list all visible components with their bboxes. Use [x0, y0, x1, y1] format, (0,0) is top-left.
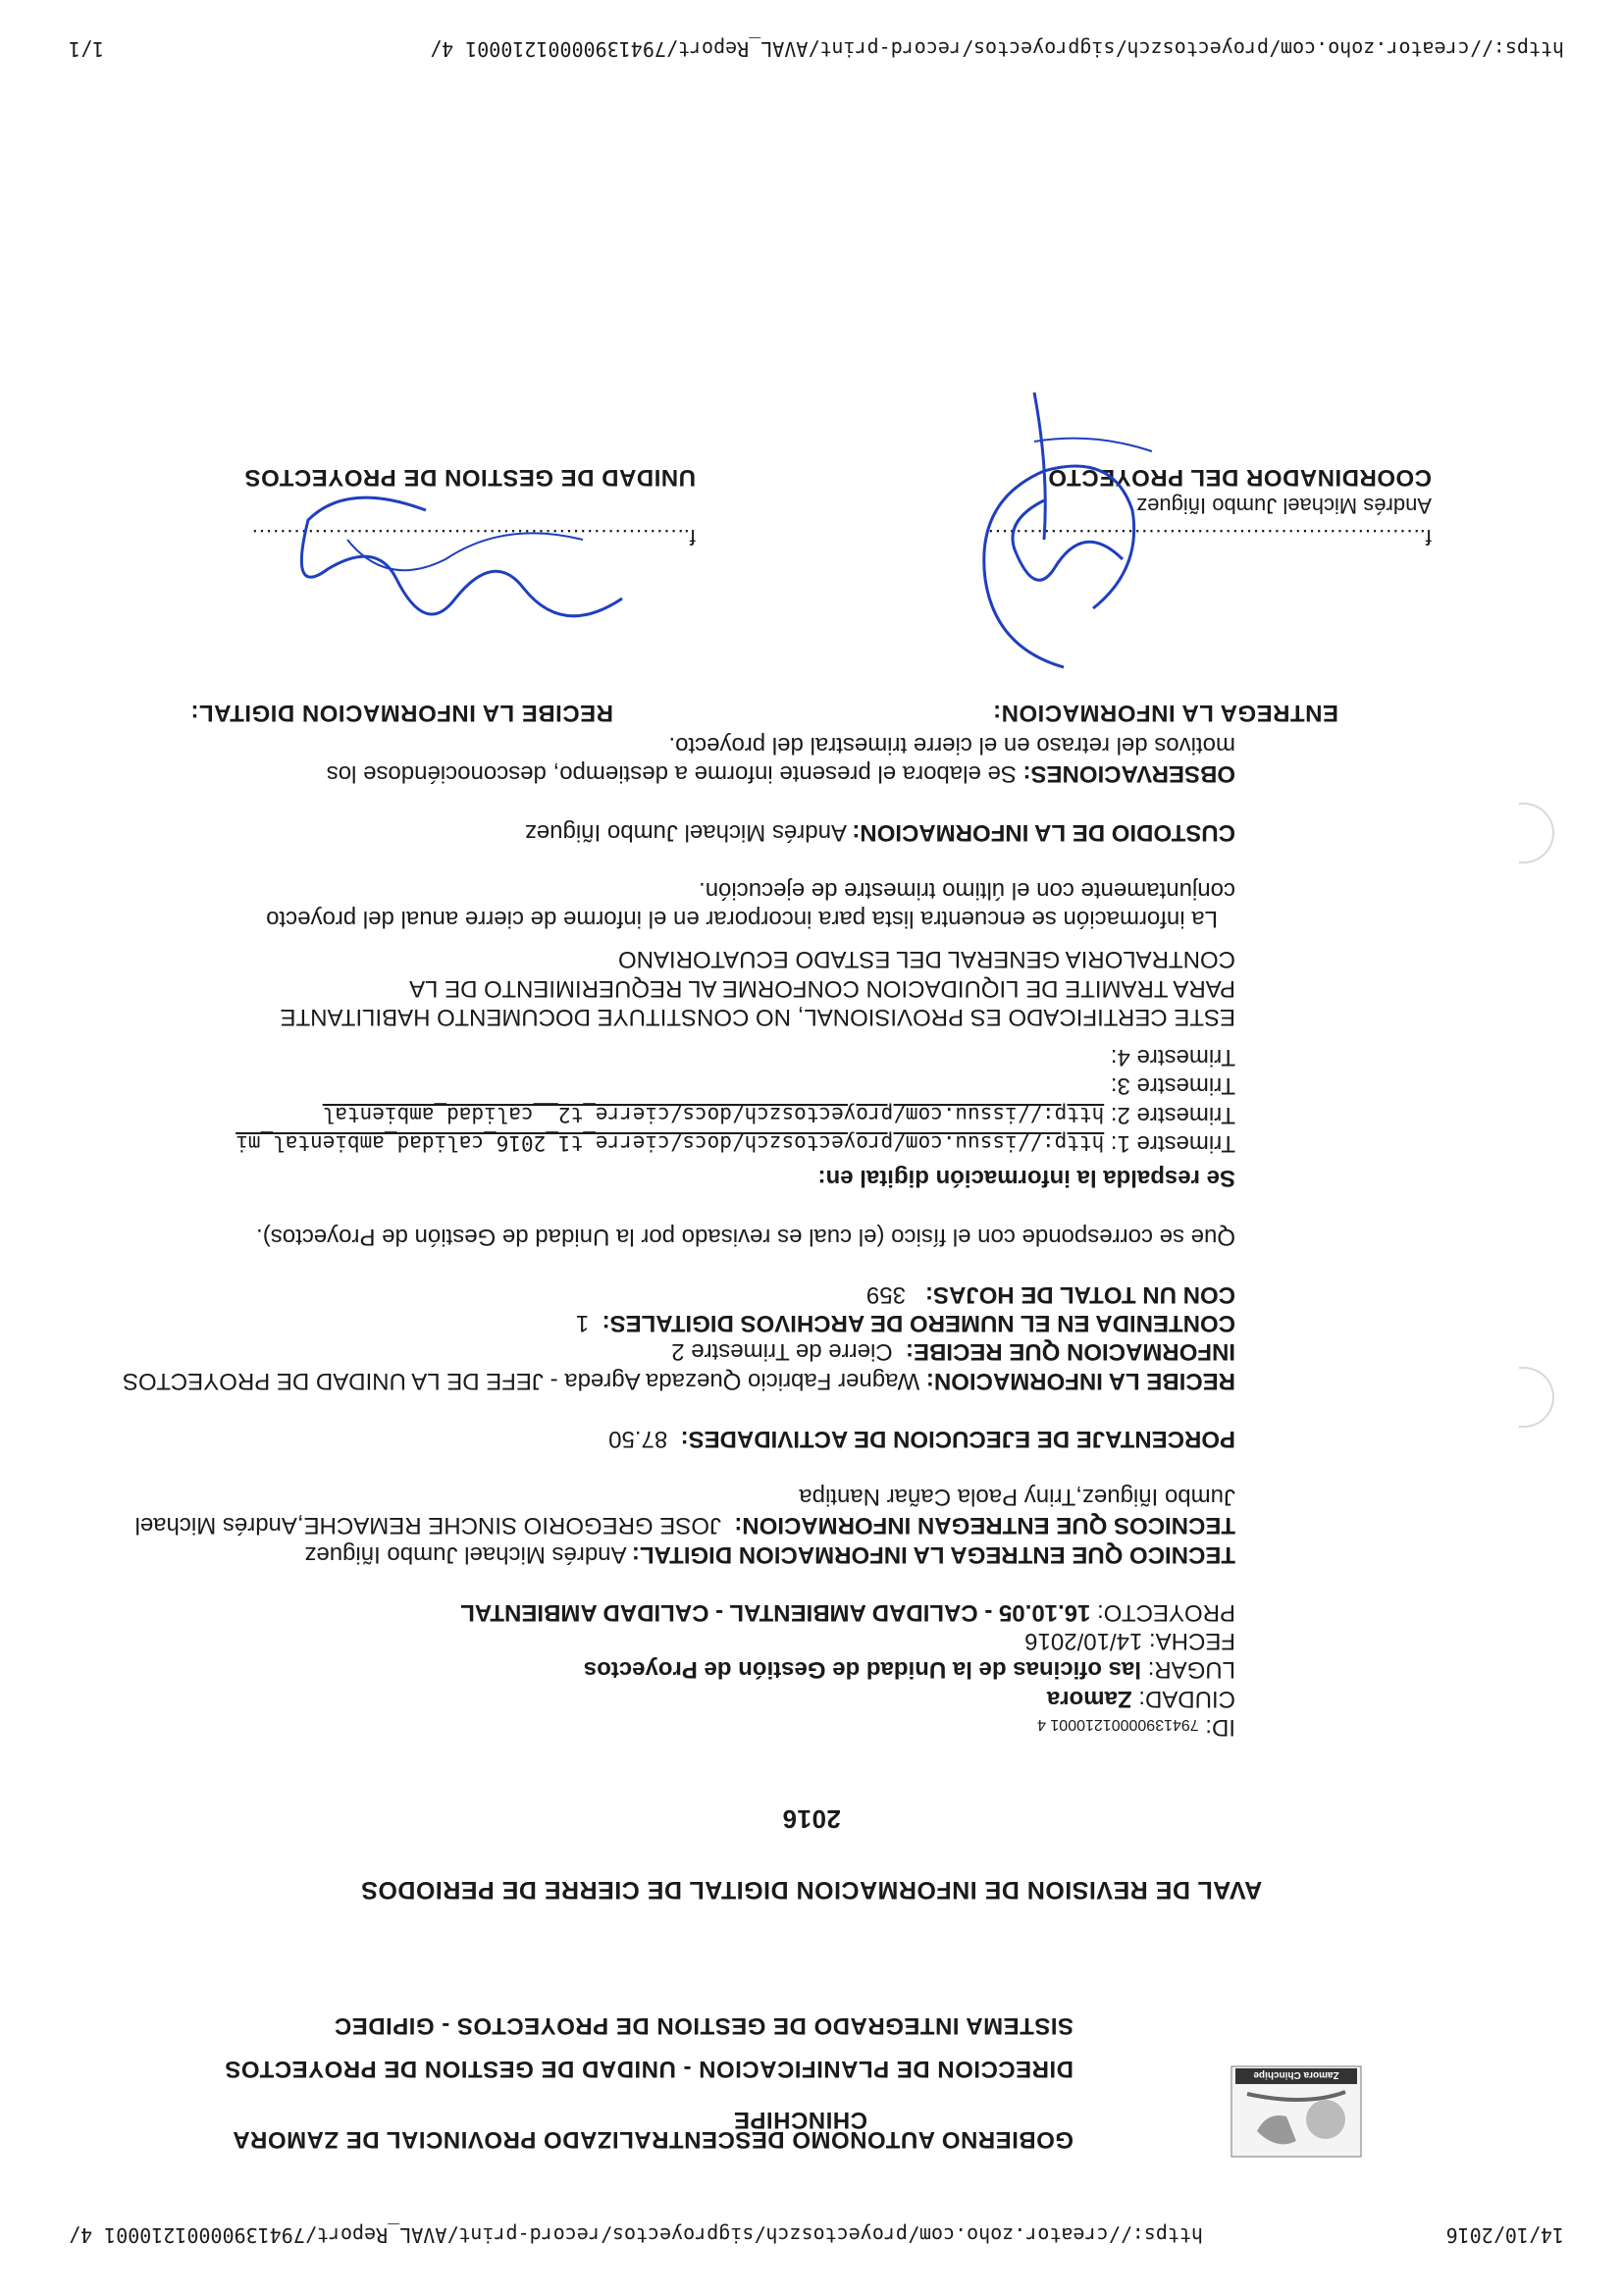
title-main: AVAL DE REVISION DE INFORMACION DIGITAL DE CIERRE DE PERIODOS — [360, 1876, 1263, 1904]
dots-right: .............................................................. — [250, 525, 684, 549]
record-fields — [58, 731, 1235, 1742]
info-label: INFORMACION QUE RECIBE: — [906, 1338, 1235, 1366]
punch-hole-top — [1519, 1367, 1554, 1428]
certificado-text: ESTE CERTIFICADO ES PROVISIONAL, NO CONSTITUYE DOCUMENTO HABILITANTE PARA TRAMITE DE LIQUIDACION CONFORME AL REQUERIMIENTO DE LA CONTRALORIA GENERAL DEL ESTADO ECUATORIANO — [280, 946, 1235, 1030]
entrega-header: ENTREGA LA INFORMACION: — [992, 700, 1338, 726]
org-line-2: CHINCHIPE — [733, 2107, 867, 2133]
print-url: https://creator.zoho.com/proyectoszch/sigproyectos/record-print/AVAL_Report/79413900001210001 4/ — [69, 2223, 1203, 2247]
hojas-value: 359 — [865, 1280, 906, 1308]
t2-link[interactable]: http://issuu.com/proyectoszch/docs/cierre_t2__calidad_ambiental — [322, 1102, 1105, 1126]
title-year: 2016 — [782, 1804, 841, 1834]
t1-link[interactable]: http://issuu.com/proyectoszch/docs/cierre_t1_2016_calidad_ambiental_mi — [236, 1131, 1105, 1156]
custodio-value: Andrés Michael Jumbo Iñiguez — [524, 818, 847, 846]
recibe-digital-header: RECIBE LA INFORMACION DIGITAL: — [190, 700, 613, 726]
fecha-label: FECHA: — [1148, 1628, 1235, 1655]
recibe-value: Wagner Fabricio Quezada Agreda - JEFE DE LA UNIDAD DE PROYECTOS — [122, 1367, 920, 1394]
observaciones-value: Se elabora el presente informe a destiempo, desconociéndose los motivos del retraso en el cierre trimestral del proyecto. — [326, 732, 1235, 788]
tecnicos-label: TECNICOS QUE ENTREGAN INFORMACION: — [734, 1512, 1235, 1539]
t3-label: Trimestre 3: — [1110, 1072, 1235, 1100]
f-mark-left: f. — [1419, 525, 1432, 549]
lugar-value: las oficinas de la Unidad de Gestión de Proyectos — [583, 1656, 1141, 1684]
recibe-label: RECIBE LA INFORMACION: — [925, 1367, 1235, 1394]
signature-left — [921, 462, 1432, 549]
tecnicos-value: JOSE GREGORIO SINCHE REMACHE,Andrés Michael — [134, 1512, 721, 1539]
print-date: 14/10/2016 — [1445, 2223, 1564, 2247]
signer-role-right: UNIDAD DE GESTION DE PROYECTOS — [244, 464, 696, 491]
info-value: Cierre de Trimestre 2 — [671, 1338, 893, 1366]
punch-hole-bottom — [1519, 803, 1554, 863]
signature-area — [185, 462, 1432, 549]
page-number: 1/1 — [69, 37, 105, 61]
footer-url: https://creator.zoho.com/proyectoszch/sigproyectos/record-print/AVAL_Report/79413900001210001 4/ — [430, 37, 1564, 61]
print-header — [69, 2223, 1564, 2247]
org-line-4: SISTEMA INTEGRADO DE GESTION DE PROYECTOS - GIPIDEC — [334, 2012, 1073, 2039]
signer-role-left: COORDINADOR DEL PROYECTO — [1047, 464, 1432, 491]
observaciones-label: OBSERVACIONES: — [1022, 760, 1235, 788]
lista-text: La información se encuentra lista para incorporar en el informe de cierre anual del proyecto conjuntamente con el último trimestre de ejecución. — [266, 876, 1235, 933]
t2-label: Trimestre 2: — [1110, 1101, 1235, 1128]
print-footer — [69, 37, 1564, 61]
tecnico-label: TECNICO QUE ENTREGA LA INFORMACION DIGITAL: — [631, 1540, 1235, 1568]
corresponde-text: Que se corresponde con el físico (el cual es revisado por la Unidad de Gestión de Proyectos). — [256, 1223, 1235, 1250]
respalda-label: Se respalda la información digital en: — [817, 1165, 1235, 1192]
signature-right — [185, 462, 696, 549]
porcentaje-value: 87.50 — [608, 1425, 668, 1452]
t1-label: Trimestre 1: — [1110, 1130, 1235, 1158]
org-line-1: GOBIERNO AUTONOMO DESCENTRALIZADO PROVINCIAL DE ZAMORA — [232, 2126, 1073, 2153]
proyecto-value: 16.10.05 - CALIDAD AMBIENTAL - CALIDAD AMBIENTAL — [460, 1598, 1091, 1626]
document-title — [0, 1803, 1623, 1904]
dots-left: .............................................................. — [986, 525, 1420, 549]
signature-headers — [190, 699, 1338, 726]
id-label: ID: — [1205, 1714, 1235, 1741]
fecha-value: 14/10/2016 — [1024, 1628, 1143, 1655]
t4-label: Trimestre 4: — [1110, 1044, 1235, 1071]
id-value: 79413900001210001 4 — [1037, 1716, 1199, 1733]
tecnico-value: Andrés Michael Jumbo Iñiguez — [304, 1540, 627, 1568]
ciudad-value: Zamora — [1046, 1685, 1132, 1712]
ciudad-label: CIUDAD: — [1138, 1685, 1235, 1712]
contenida-value: 1 — [575, 1310, 590, 1337]
tecnicos-value-2: Jumbo Iñiguez,Triny Paola Cañar Nantipa — [799, 1484, 1235, 1511]
f-mark-right: f. — [683, 525, 696, 549]
contenida-label: CONTENIDA EN EL NUMERO DE ARCHIVOS DIGITALES: — [602, 1310, 1235, 1337]
lugar-label: LUGAR: — [1147, 1656, 1235, 1684]
org-line-3: DIRECCION DE PLANIFICACION - UNIDAD DE GESTION DE PROYECTOS — [224, 2056, 1073, 2082]
provincial-logo — [1228, 2062, 1365, 2161]
signer-name-left: Andrés Michael Jumbo Iñiguez — [1136, 494, 1432, 518]
custodio-label: CUSTODIO DE LA INFORMACION: — [852, 818, 1235, 846]
porcentaje-label: PORCENTAJE DE EJECUCION DE ACTIVIDADES: — [680, 1425, 1235, 1452]
logo-text: Zamora Chinchipe — [1253, 2069, 1339, 2080]
hojas-label: CON UN TOTAL DE HOJAS: — [924, 1280, 1235, 1308]
proyecto-label: PROYECTO: — [1097, 1598, 1235, 1626]
organization-header — [190, 1997, 1073, 2154]
